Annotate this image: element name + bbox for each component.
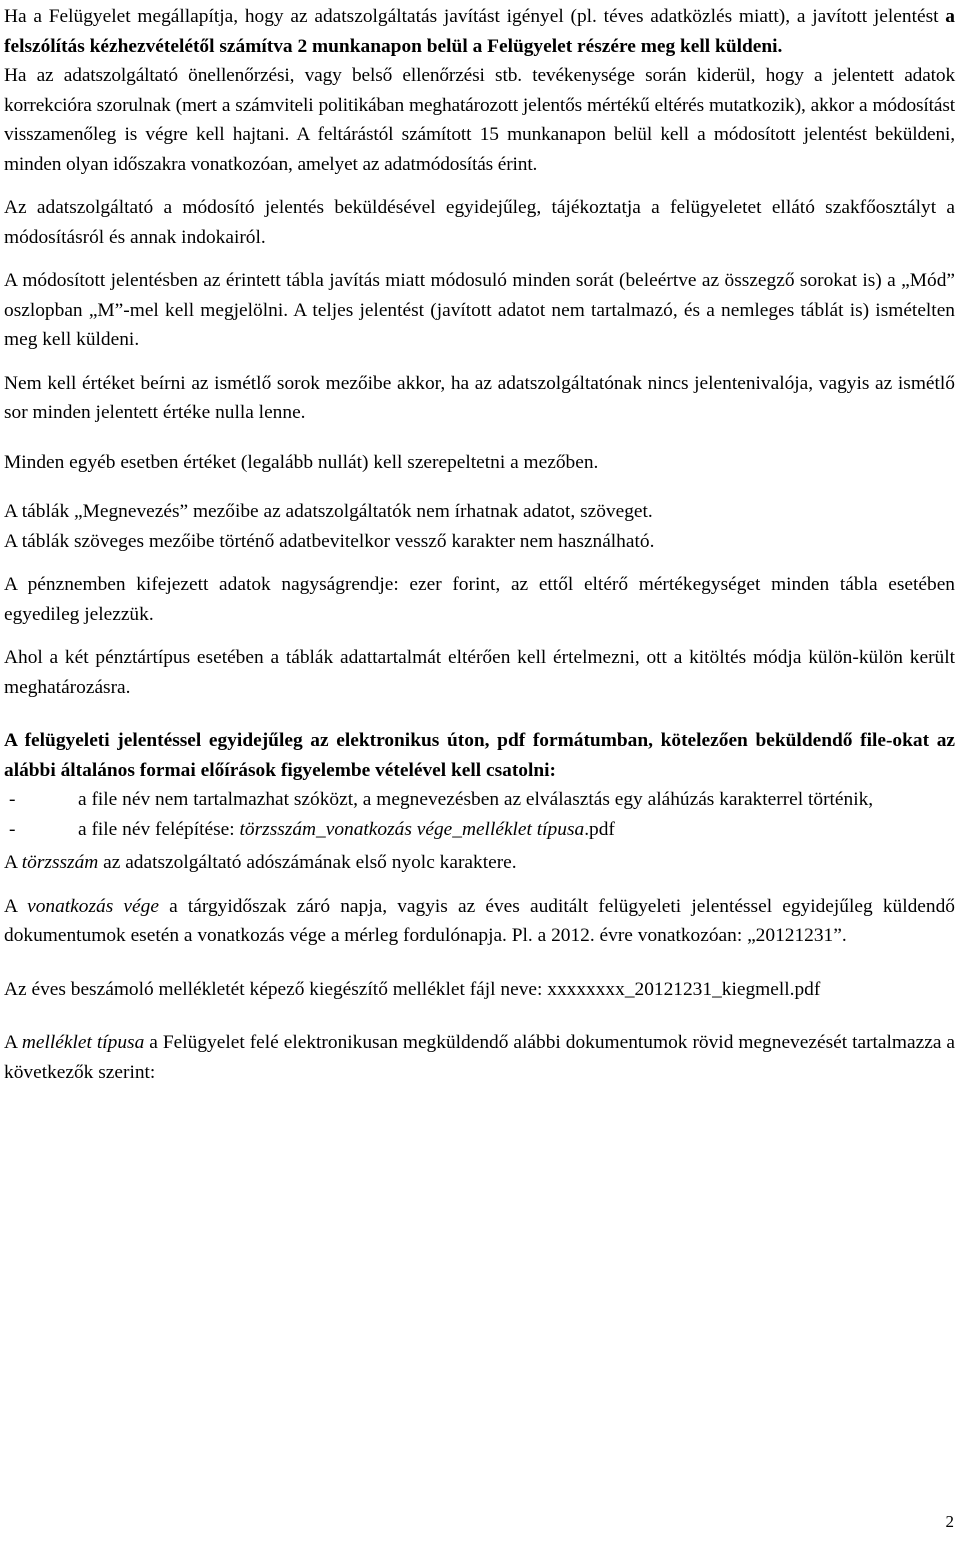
- document-page: [4, 0, 955, 1087]
- paragraph-reference-end: A vonatkozás vége a tárgyidőszak záró napja, vagyis az éves auditált felügyeleti jelentéssel egyidejűleg küldendő dokumentumok esetén a vonatkozás vége a mérleg fordulónapja. Pl. a 2012. évre vonatkozóan: „20121231”.: [4, 895, 956, 946]
- paragraph-notify-department: Az adatszolgáltató a módosító jelentés beküldésével egyidejűleg, tájékoztatja a felügyeletet ellátó szakfőosztályt a módosításról és annak indokairól.: [4, 197, 955, 248]
- list-dash: -: [9, 789, 16, 810]
- paragraph-example-filename: Az éves beszámoló mellékletét képező kiegészítő melléklet fájl neve: xxxxxxxx_20121231_kiegmell.pdf: [4, 978, 821, 1000]
- paragraph-currency-scale: A pénznemben kifejezett adatok nagyságrendje: ezer forint, az ettől eltérő mértékegységet minden tábla esetében egyedileg jelezzük.: [4, 574, 955, 625]
- paragraph-attachment-type: A melléklet típusa a Felügyelet felé elektronikusan megküldendő alábbi dokumentumok rövid megnevezését tartalmazza a következők szerint:: [4, 1032, 956, 1083]
- list-item: [4, 785, 955, 815]
- paragraph-repeat-rows: Nem kell értéket beírni az ismétlő sorok mezőibe akkor, ha az adatszolgáltatónak nincs jelentenivalója, vagyis az ismétlő sor minden jelentett értéke nulla lenne.: [4, 372, 955, 423]
- list-item: [4, 815, 955, 845]
- paragraph-fund-types: Ahol a két pénztártípus esetében a táblák adattartalmát eltérően kell értelmezni, ott a kitöltés módja külön-külön került meghatározásra.: [4, 647, 955, 698]
- list-item-text: a file név felépítése: törzsszám_vonatkozás vége_melléklet típusa.pdf: [78, 818, 615, 840]
- paragraph-modified-report: A módosított jelentésben az érintett tábla javítás miatt módosuló minden sorát (beleértve az összegző sorokat is) a „Mód” oszlopban „M”-mel kell megjelölni. A teljes jelentést (javított adatot nem tartalmazó, és a nemleges táblát is) ismételten meg kell küldeni.: [4, 270, 955, 350]
- page-number: 2: [945, 1512, 954, 1531]
- paragraph-file-requirements: A felügyeleti jelentéssel egyidejűleg az elektronikus úton, pdf formátumban, kötelezően beküldendő file-okat az alábbi általános formai előírások figyelembe vételével kell csatolni:: [4, 730, 955, 781]
- paragraph-self-check: Ha az adatszolgáltató önellenőrzési, vagy belső ellenőrzési stb. tevékenysége során kiderül, hogy a jelentett adatok korrekcióra szorulnak (mert a számviteli politikában meghatározott jelentős mértékű eltérés mutatkozik), akkor a módosítást visszamenőleg is végre kell hajtani. A feltárástól számított 15 munkanapon belül kell a módosított jelentést beküldeni, minden olyan időszakra vonatkozóan, amelyet az adatmódosítás érint.: [4, 65, 955, 175]
- paragraph-zero-values: Minden egyéb esetben értéket (legalább nullát) kell szerepeltetni a mezőben.: [4, 451, 599, 473]
- paragraph-name-fields: A táblák „Megnevezés” mezőibe az adatszolgáltatók nem írhatnak adatot, szöveget.: [4, 501, 653, 522]
- list-item-text: a file név nem tartalmazhat szóközt, a megnevezésben az elválasztás egy aláhúzás karakterrel történik,: [78, 789, 874, 810]
- list-dash: -: [9, 818, 16, 840]
- deadline-emphasis: a felszólítás kézhezvételétől számítva 2 munkanapon belül a Felügyelet részére meg kell küldeni.: [4, 6, 955, 57]
- paragraph-comma-rule: A táblák szöveges mezőibe történő adatbevitelkor vessző karakter nem használható.: [4, 530, 655, 552]
- paragraph-correction-deadline: Ha a Felügyelet megállapítja, hogy az adatszolgáltatás javítást igényel (pl. téves adatközlés miatt), a javított jelentést a felszólítás kézhezvételétől számítva 2 munkanapon belül a Felügyelet részére meg kell küldeni.: [4, 6, 955, 57]
- paragraph-tax-id: A törzsszám az adatszolgáltató adószámának első nyolc karaktere.: [4, 852, 517, 873]
